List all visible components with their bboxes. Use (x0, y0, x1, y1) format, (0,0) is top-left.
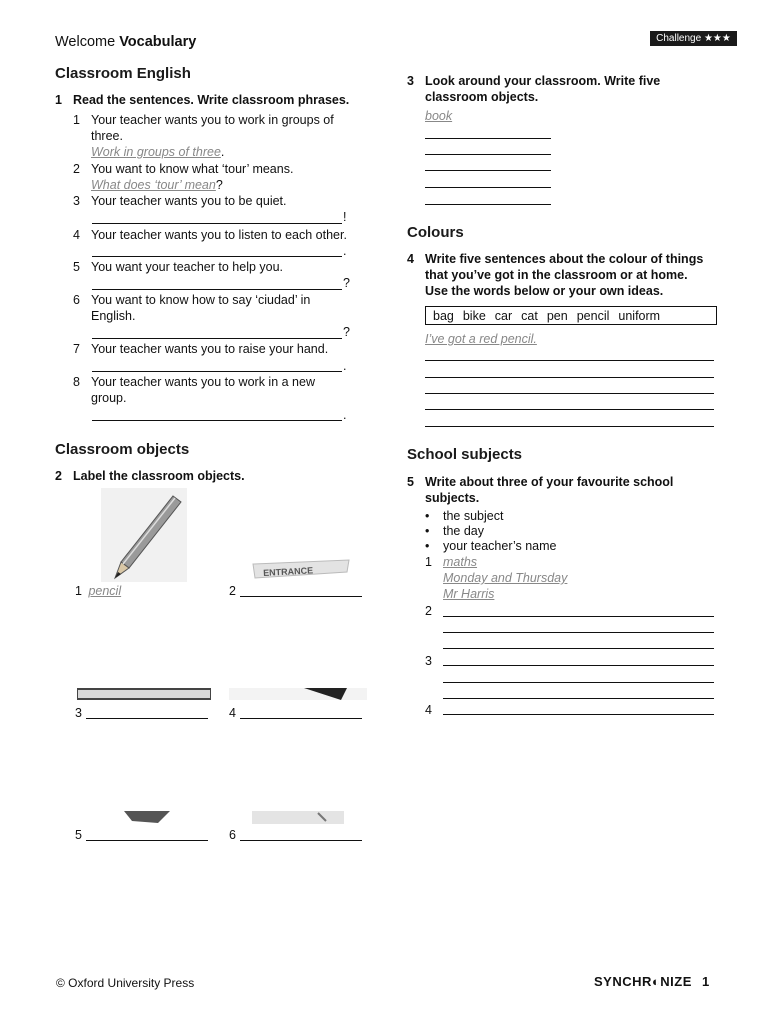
item-answer: Work in groups of three (91, 145, 221, 159)
q4-text-2: that you’ve got in the classroom or at home. (425, 268, 688, 282)
q5-text-1: Write about three of your favourite school (425, 475, 674, 489)
q3-text-1: Look around your classroom. Write five (425, 74, 661, 88)
item-number: 3 (73, 194, 80, 208)
word-item: cat (521, 309, 538, 323)
label-5-number: 5 (75, 828, 82, 842)
example-teacher: Mr Harris (443, 587, 495, 601)
item-number: 4 (73, 228, 80, 242)
answer-line[interactable] (425, 393, 714, 394)
answer-line[interactable] (92, 371, 342, 372)
word-box (425, 306, 717, 325)
item-number: 5 (73, 260, 80, 274)
section-title-school-subjects: School subjects (407, 446, 523, 463)
q4-example: I’ve got a red pencil. (425, 332, 537, 346)
q2-number: 2 (55, 469, 62, 483)
q5-example (425, 554, 567, 602)
item-end-punct: . (343, 359, 347, 373)
word-item: bike (462, 309, 486, 323)
book-image (229, 688, 367, 700)
bullet-item: your teacher’s name (443, 539, 557, 553)
label-number: 1 (75, 584, 82, 598)
answer-line[interactable] (425, 377, 714, 378)
answer-line[interactable] (425, 204, 551, 205)
q3-example: book (425, 109, 453, 123)
pencil-image (101, 488, 187, 582)
answer-line[interactable] (443, 698, 714, 699)
answer-line[interactable] (240, 840, 362, 841)
answer-line[interactable] (92, 289, 342, 290)
word-item: car (494, 309, 513, 323)
section-title-classroom-objects: Classroom objects (55, 441, 190, 458)
label-3-number: 3 (75, 706, 82, 720)
answer-line[interactable] (425, 360, 714, 361)
copyright: © Oxford University Press (56, 976, 195, 990)
answer-line[interactable] (443, 714, 714, 715)
q2-text: Label the classroom objects. (73, 469, 245, 483)
item-number: 8 (73, 375, 80, 389)
item-end-punct: ? (215, 178, 223, 192)
item-text: Your teacher wants you to listen to each other. (91, 228, 347, 242)
answer-line[interactable] (86, 840, 208, 841)
item-end-punct: . (343, 408, 347, 422)
answer-line[interactable] (443, 648, 714, 649)
brand-logo (594, 974, 710, 989)
item-text-2: group. (91, 391, 127, 405)
q5-instruction (407, 474, 673, 506)
example-subject: maths (443, 555, 478, 569)
q1-item-4 (73, 227, 368, 243)
q1-item-3 (73, 193, 363, 209)
word-item: pencil (576, 309, 610, 323)
answer-line[interactable] (425, 409, 714, 410)
answer-line[interactable] (86, 718, 208, 719)
answer-line[interactable] (92, 420, 342, 421)
item-text: You want to know how to say ‘ciudad’ in (91, 293, 311, 307)
header-welcome: Welcome (55, 34, 116, 50)
item-end-punct: ? (343, 276, 350, 290)
answer-line[interactable] (425, 187, 551, 188)
answer-line[interactable] (425, 170, 551, 171)
q1-item-8 (73, 374, 363, 406)
q4-instruction (407, 251, 703, 299)
item-text-2: three. (91, 129, 123, 143)
label-6-number: 6 (229, 828, 236, 842)
item-number: 6 (73, 293, 80, 307)
answer-line[interactable] (92, 223, 342, 224)
q3-instruction (407, 73, 660, 105)
q3-number: 3 (407, 74, 414, 88)
item-text: Your teacher wants you to raise your hand. (91, 342, 329, 356)
q4-text-1: Write five sentences about the colour of things (425, 252, 704, 266)
sign-text: ENTRANCE (262, 565, 314, 578)
bag-image (120, 811, 180, 825)
q5-number-3: 3 (425, 654, 432, 668)
q5-number-4: 4 (425, 703, 432, 717)
q1-item-2 (73, 161, 363, 195)
entrance-sign-image (251, 558, 351, 580)
item-number: 1 (73, 113, 80, 127)
header-vocabulary: Vocabulary (119, 34, 197, 50)
page-number: 1 (701, 974, 710, 989)
section-title-classroom-english: Classroom English (55, 65, 191, 82)
answer-line[interactable] (240, 718, 362, 719)
example-day: Monday and Thursday (443, 571, 568, 585)
label-2-number: 2 (229, 584, 236, 598)
example-number: 1 (425, 555, 432, 569)
answer-line[interactable] (425, 154, 551, 155)
q1-item-5 (73, 259, 363, 275)
word-item: uniform (618, 309, 661, 323)
item-end-punct: ? (343, 325, 350, 339)
item-end-punct: . (220, 145, 225, 159)
answer-line[interactable] (92, 256, 342, 257)
section-title-colours: Colours (407, 224, 464, 241)
item-answer: What does ‘tour’ mean (91, 178, 216, 192)
q4-number: 4 (407, 252, 414, 266)
item-end-punct: ! (343, 210, 347, 224)
q1-number: 1 (55, 93, 62, 107)
item-end-punct: . (343, 244, 347, 258)
q5-number: 5 (407, 475, 414, 489)
q4-text-3: Use the words below or your own ideas. (425, 284, 664, 298)
brand-name: SYNCHR◐NIZE (594, 974, 692, 989)
q5-number-2: 2 (425, 604, 432, 618)
q1-text: Read the sentences. Write classroom phrases. (73, 93, 350, 107)
q5-text-2: subjects. (425, 491, 480, 505)
item-text-2: English. (91, 309, 136, 323)
label-answer: pencil (88, 584, 122, 598)
item-text: Your teacher wants you to work in a new (91, 375, 315, 389)
bullet-item: the day (443, 524, 485, 538)
word-item: bag (433, 309, 454, 323)
bullet-item: the subject (443, 509, 504, 523)
answer-line[interactable] (443, 616, 714, 617)
q1-instruction (55, 92, 349, 108)
q3-text-2: classroom objects. (425, 90, 539, 104)
item-text: You want to know what ‘tour’ means. (91, 162, 294, 176)
label-1 (75, 583, 121, 599)
item-text: Your teacher wants you to work in groups of (91, 113, 334, 127)
answer-line[interactable] (425, 426, 714, 427)
answer-line[interactable] (443, 665, 714, 666)
answer-line[interactable] (92, 338, 342, 339)
item-text: Your teacher wants you to be quiet. (91, 194, 287, 208)
board-image (77, 688, 211, 700)
item-number: 2 (73, 162, 80, 176)
q5-bullets: • the subject • the day • your teacher’s name (425, 509, 557, 553)
answer-line[interactable] (240, 596, 362, 597)
answer-line[interactable] (425, 138, 551, 139)
ruler-image (252, 811, 344, 825)
answer-line[interactable] (443, 682, 714, 683)
page-header (55, 34, 196, 50)
item-text: You want your teacher to help you. (91, 260, 284, 274)
challenge-badge: Challenge ★★★ (650, 31, 737, 46)
answer-line[interactable] (443, 632, 714, 633)
item-number: 7 (73, 342, 80, 356)
q1-item-6 (73, 292, 363, 324)
q1-item-7 (73, 341, 363, 357)
word-item: pen (546, 309, 568, 323)
q2-instruction (55, 468, 245, 484)
label-4-number: 4 (229, 706, 236, 720)
